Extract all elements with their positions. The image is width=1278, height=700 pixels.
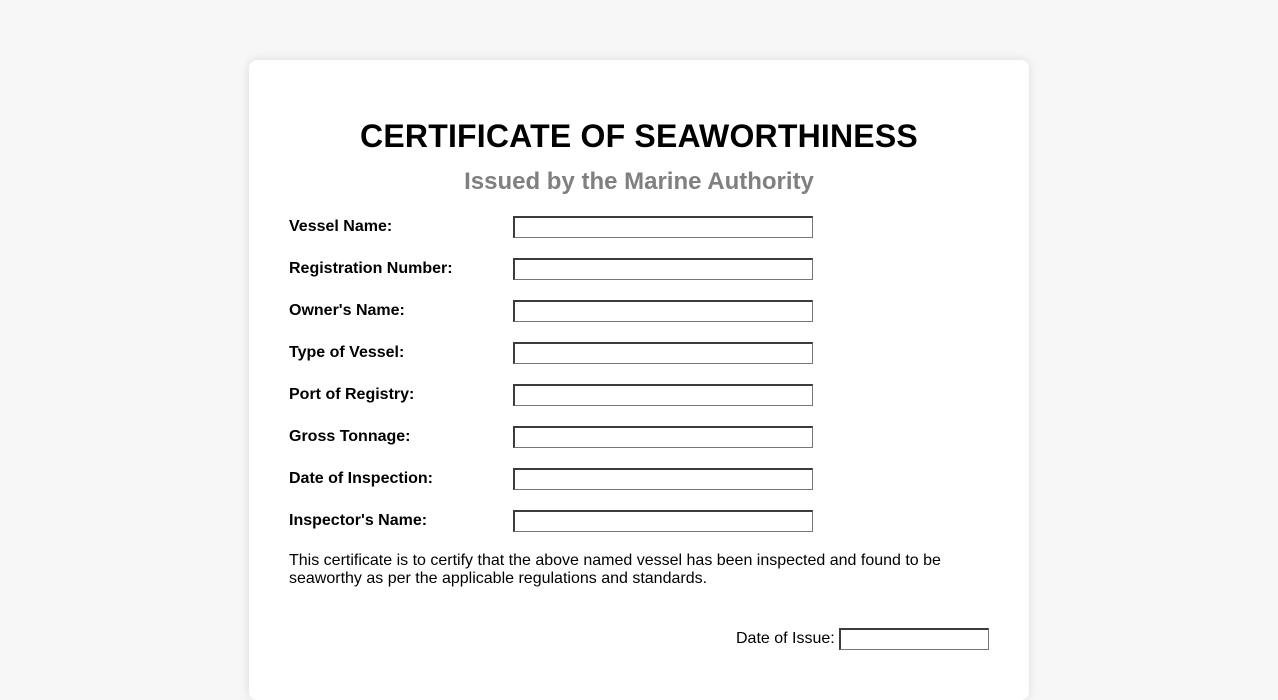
inspector-name-label: Inspector's Name: xyxy=(289,512,428,529)
field-row-type-of-vessel xyxy=(289,342,849,366)
port-of-registry-input[interactable] xyxy=(513,384,813,406)
certificate-subtitle: Issued by the Marine Authority xyxy=(464,168,814,195)
field-row-date-of-inspection xyxy=(289,468,849,492)
vessel-name-label: Vessel Name: xyxy=(289,218,393,235)
registration-number-label: Registration Number: xyxy=(289,260,453,277)
field-row-registration-number xyxy=(289,258,849,282)
date-of-inspection-input[interactable] xyxy=(513,468,813,490)
owner-name-input[interactable] xyxy=(513,300,813,322)
certificate-card xyxy=(249,60,1029,700)
vessel-name-input[interactable] xyxy=(513,216,813,238)
field-row-owner-name xyxy=(289,300,849,324)
port-of-registry-label: Port of Registry: xyxy=(289,386,415,403)
field-row-inspector-name xyxy=(289,510,849,534)
field-row-port-of-registry xyxy=(289,384,849,408)
certification-statement: This certificate is to certify that the above named vessel has been inspected and found to be seaworthy as per the applicable regulations and standards. xyxy=(289,552,941,587)
gross-tonnage-input[interactable] xyxy=(513,426,813,448)
inspector-name-input[interactable] xyxy=(513,510,813,532)
registration-number-input[interactable] xyxy=(513,258,813,280)
certificate-title: CERTIFICATE OF SEAWORTHINESS xyxy=(360,118,918,154)
date-of-issue-input[interactable] xyxy=(839,628,989,650)
owner-name-label: Owner's Name: xyxy=(289,302,405,319)
field-row-gross-tonnage xyxy=(289,426,849,450)
date-of-issue-label: Date of Issue: xyxy=(736,630,835,647)
type-of-vessel-input[interactable] xyxy=(513,342,813,364)
gross-tonnage-label: Gross Tonnage: xyxy=(289,428,411,445)
date-of-inspection-label: Date of Inspection: xyxy=(289,470,434,487)
type-of-vessel-label: Type of Vessel: xyxy=(289,344,405,361)
field-row-vessel-name xyxy=(289,216,849,240)
